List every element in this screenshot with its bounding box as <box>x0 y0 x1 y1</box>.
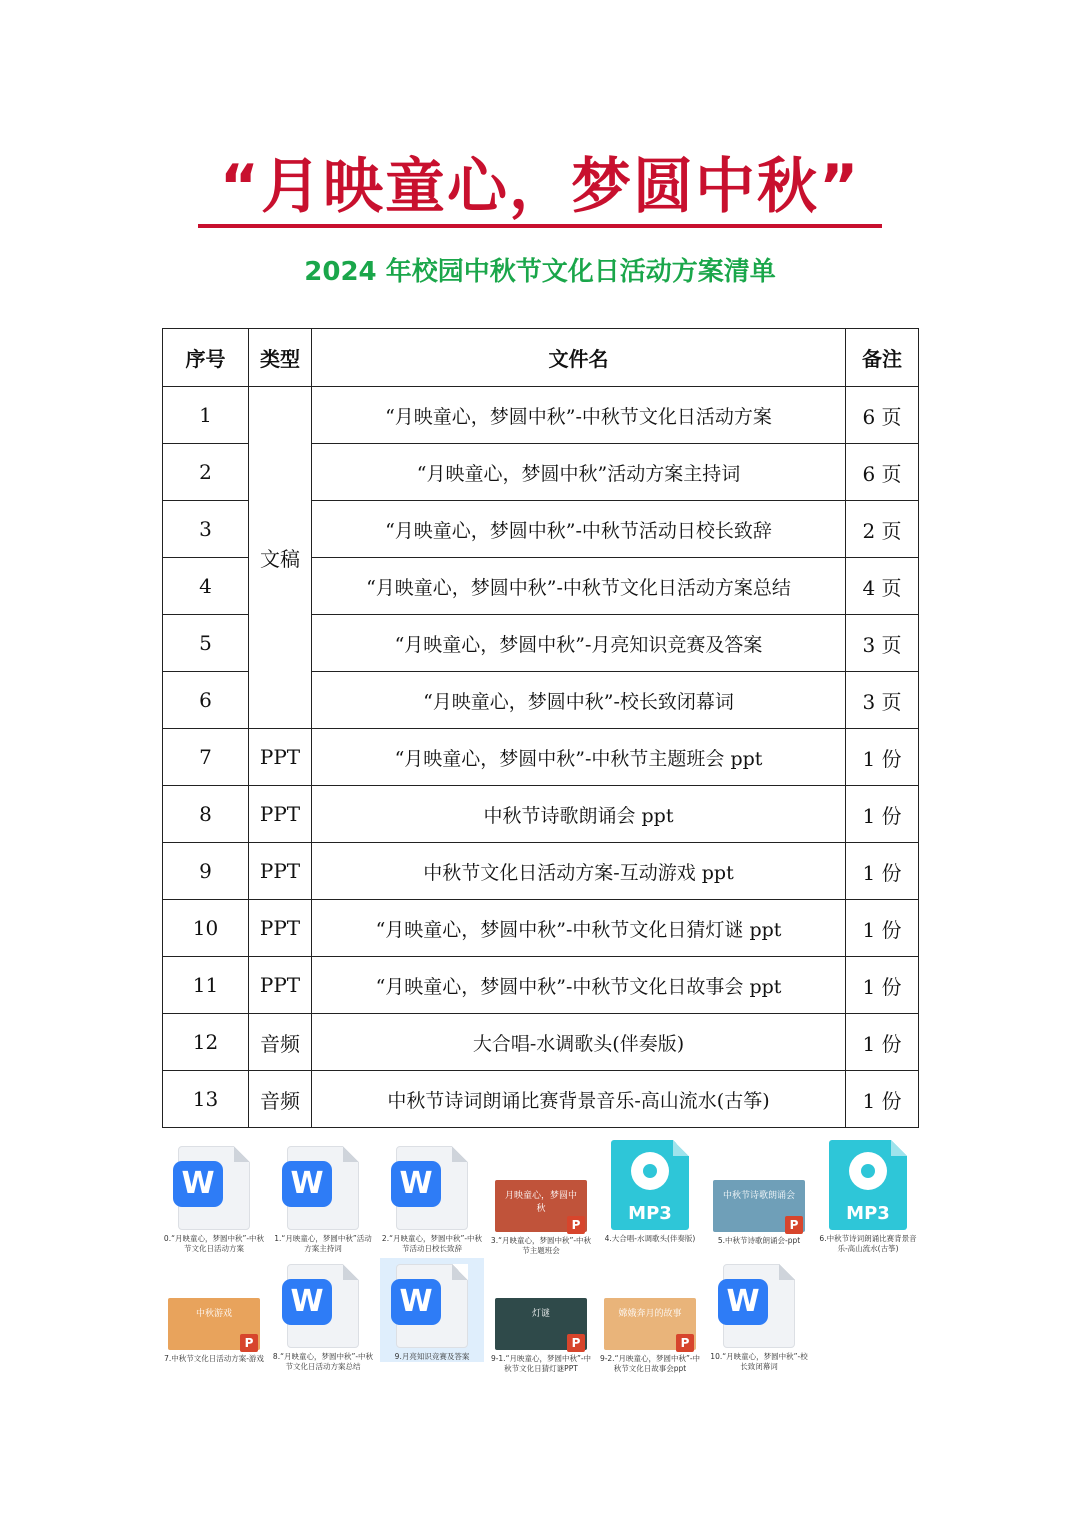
cell-type: 音频 <box>249 1014 312 1071</box>
cell-no: 13 <box>163 1071 249 1128</box>
word-doc-icon: W <box>178 1146 250 1230</box>
cell-type: PPT <box>249 957 312 1014</box>
cell-no: 10 <box>163 900 249 957</box>
cell-type: 音频 <box>249 1071 312 1128</box>
cell-filename: “月映童心，梦圆中秋”-中秋节文化日活动方案总结 <box>312 558 846 615</box>
cell-filename: 中秋节文化日活动方案-互动游戏 ppt <box>312 843 846 900</box>
page-subtitle: 2024 年校园中秋节文化日活动方案清单 <box>304 257 776 287</box>
cell-no: 8 <box>163 786 249 843</box>
table-row <box>163 1071 919 1128</box>
table-row <box>163 387 919 444</box>
file-caption: 9-2.“月映童心，梦圆中秋”-中秋节文化日故事会ppt <box>599 1354 701 1373</box>
cell-filename: “月映童心，梦圆中秋”-月亮知识竞赛及答案 <box>312 615 846 672</box>
word-doc-icon: W <box>396 1264 468 1348</box>
ppt-thumb-title: 嫦娥奔月的故事 <box>618 1309 682 1319</box>
file-caption: 5.中秋节诗歌朗诵会-ppt <box>717 1236 801 1245</box>
file-caption: 9.月亮知识竞赛及答案 <box>394 1352 470 1361</box>
cell-filename: “月映童心，梦圆中秋”-中秋节文化日故事会 ppt <box>312 957 846 1014</box>
ppt-thumb-title: 灯谜 <box>531 1309 550 1319</box>
file-item[interactable] <box>271 1140 375 1254</box>
cell-no: 2 <box>163 444 249 501</box>
word-doc-icon: W <box>287 1264 359 1348</box>
ppt-badge-icon: P <box>567 1216 585 1234</box>
file-caption: 9-1.“月映童心，梦圆中秋”-中秋节文化日猜灯谜PPT <box>490 1354 592 1373</box>
cell-filename: 中秋节诗词朗诵比赛背景音乐-高山流水(古筝) <box>312 1071 846 1128</box>
word-doc-icon: W <box>287 1146 359 1230</box>
page-title <box>0 150 1080 228</box>
ppt-thumb-title: 中秋节诗歌朗诵会 <box>722 1191 795 1201</box>
cell-filename: “月映童心，梦圆中秋”-校长致闭幕词 <box>312 672 846 729</box>
ppt-thumbnail <box>713 1180 805 1232</box>
table-row <box>163 900 919 957</box>
cell-filename: “月映童心，梦圆中秋”-中秋节活动日校长致辞 <box>312 501 846 558</box>
cell-no: 9 <box>163 843 249 900</box>
ppt-thumb-title: 月映童心，梦圆中秋 <box>504 1191 577 1214</box>
file-caption: 3.“月映童心，梦圆中秋”-中秋节主题班会 <box>490 1236 592 1255</box>
table-row <box>163 957 919 1014</box>
cell-filename: “月映童心，梦圆中秋”-中秋节文化日猜灯谜 ppt <box>312 900 846 957</box>
table-row <box>163 843 919 900</box>
cell-no: 12 <box>163 1014 249 1071</box>
word-doc-icon: W <box>723 1264 795 1348</box>
file-item[interactable] <box>380 1140 484 1254</box>
ppt-badge-icon: P <box>785 1216 803 1234</box>
cell-note: 6 页 <box>846 444 919 501</box>
cell-filename: “月映童心，梦圆中秋”-中秋节主题班会 ppt <box>312 729 846 786</box>
ppt-badge-icon: P <box>676 1334 694 1352</box>
cell-filename: “月映童心，梦圆中秋”活动方案主持词 <box>312 444 846 501</box>
cell-note: 1 份 <box>846 1071 919 1128</box>
word-doc-icon: W <box>396 1146 468 1230</box>
file-caption: 10.“月映童心，梦圆中秋”-校长致闭幕词 <box>710 1352 808 1371</box>
file-item[interactable] <box>598 1258 702 1374</box>
file-item[interactable] <box>489 1140 593 1256</box>
file-list-table <box>162 328 919 1128</box>
file-item[interactable] <box>162 1140 266 1254</box>
cell-filename: 大合唱-水调歌头(伴奏版) <box>312 1014 846 1071</box>
ppt-thumbnail <box>604 1298 696 1350</box>
cell-note: 3 页 <box>846 672 919 729</box>
cell-filename: 中秋节诗歌朗诵会 ppt <box>312 786 846 843</box>
cell-no: 6 <box>163 672 249 729</box>
file-item[interactable] <box>489 1258 593 1374</box>
mp3-label: MP3 <box>846 1203 890 1224</box>
cell-type: PPT <box>249 729 312 786</box>
cell-type-group: 文稿 <box>249 387 312 729</box>
cell-note: 6 页 <box>846 387 919 444</box>
file-item[interactable] <box>816 1140 920 1254</box>
cell-no: 5 <box>163 615 249 672</box>
file-caption: 7.中秋节文化日活动方案-游戏 <box>164 1354 264 1363</box>
ppt-thumb-title: 中秋游戏 <box>195 1309 232 1319</box>
cell-note: 1 份 <box>846 1014 919 1071</box>
cell-note: 1 份 <box>846 843 919 900</box>
file-caption: 2.“月映童心，梦圆中秋”-中秋节活动日校长致辞 <box>381 1234 483 1253</box>
table-row <box>163 729 919 786</box>
file-item[interactable] <box>271 1258 375 1372</box>
cell-no: 11 <box>163 957 249 1014</box>
ppt-thumbnail <box>168 1298 260 1350</box>
cell-note: 1 份 <box>846 900 919 957</box>
cell-no: 3 <box>163 501 249 558</box>
file-item[interactable] <box>380 1258 484 1362</box>
file-caption: 6.中秋节诗词朗诵比赛背景音乐-高山流水(古筝) <box>819 1234 917 1253</box>
cell-note: 1 份 <box>846 957 919 1014</box>
cell-note: 2 页 <box>846 501 919 558</box>
ppt-badge-icon: P <box>567 1334 585 1352</box>
mp3-file-icon <box>829 1140 907 1230</box>
cell-note: 1 份 <box>846 786 919 843</box>
file-item[interactable] <box>598 1140 702 1244</box>
cell-type: PPT <box>249 843 312 900</box>
table-row <box>163 1014 919 1071</box>
cell-type: PPT <box>249 786 312 843</box>
cell-note: 1 份 <box>846 729 919 786</box>
cell-no: 1 <box>163 387 249 444</box>
file-thumbnail-grid <box>162 1140 922 1390</box>
ppt-thumbnail <box>495 1298 587 1350</box>
table-header-row <box>163 329 919 387</box>
file-item[interactable] <box>707 1140 811 1246</box>
ppt-thumbnail <box>495 1180 587 1232</box>
cell-filename: “月映童心，梦圆中秋”-中秋节文化日活动方案 <box>312 387 846 444</box>
mp3-label: MP3 <box>628 1203 672 1224</box>
cell-note: 4 页 <box>846 558 919 615</box>
header-filename: 文件名 <box>312 329 846 387</box>
header-note: 备注 <box>846 329 919 387</box>
file-caption: 8.“月映童心，梦圆中秋”-中秋节文化日活动方案总结 <box>272 1352 374 1371</box>
file-caption: 0.“月映童心，梦圆中秋”-中秋节文化日活动方案 <box>163 1234 265 1253</box>
cell-no: 7 <box>163 729 249 786</box>
file-caption: 4.大合唱-水调歌头(伴奏版) <box>604 1234 696 1243</box>
table-row <box>163 786 919 843</box>
cell-type: PPT <box>249 900 312 957</box>
file-item[interactable] <box>162 1258 266 1364</box>
header-type: 类型 <box>249 329 312 387</box>
cell-note: 3 页 <box>846 615 919 672</box>
page-title-text: “月映童心，梦圆中秋” <box>198 150 883 228</box>
mp3-file-icon <box>611 1140 689 1230</box>
cell-no: 4 <box>163 558 249 615</box>
file-caption: 1.“月映童心，梦圆中秋”活动方案主持词 <box>274 1234 372 1253</box>
ppt-badge-icon: P <box>240 1334 258 1352</box>
file-item[interactable] <box>707 1258 811 1372</box>
header-no: 序号 <box>163 329 249 387</box>
